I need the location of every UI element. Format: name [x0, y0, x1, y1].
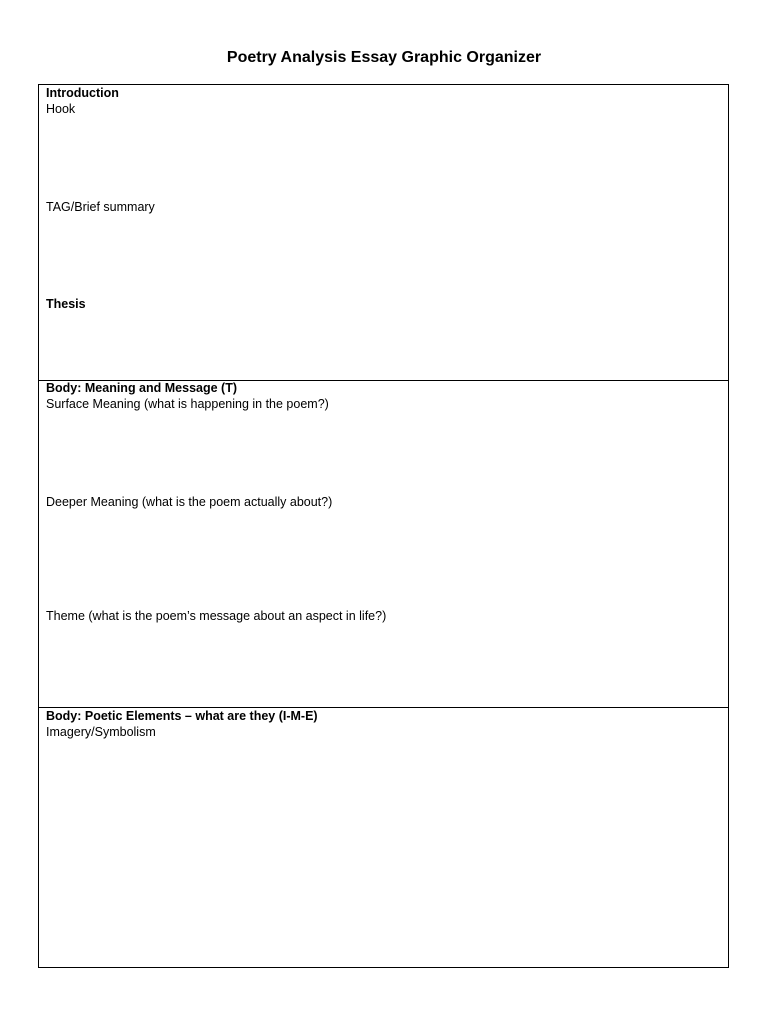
page-title: Poetry Analysis Essay Graphic Organizer: [226, 49, 542, 66]
imagery-symbolism-prompt: Imagery/Symbolism: [46, 725, 156, 739]
tag-summary-prompt: TAG/Brief summary: [46, 200, 155, 214]
thesis-prompt: Thesis: [46, 297, 86, 311]
deeper-meaning-prompt: Deeper Meaning (what is the poem actually about?): [46, 495, 333, 509]
meaning-message-section: [39, 380, 728, 707]
graphic-organizer-table: [38, 84, 729, 968]
poetic-elements-section: [39, 707, 728, 969]
introduction-section: [39, 85, 728, 380]
theme-prompt: Theme (what is the poem’s message about an aspect in life?): [46, 609, 387, 623]
surface-meaning-prompt: Surface Meaning (what is happening in the poem?): [46, 397, 329, 411]
section-heading: Body: Poetic Elements – what are they (I-M-E): [46, 709, 318, 723]
hook-prompt: Hook: [46, 102, 76, 116]
section-heading: Body: Meaning and Message (T): [46, 381, 237, 395]
section-heading: Introduction: [46, 86, 119, 100]
